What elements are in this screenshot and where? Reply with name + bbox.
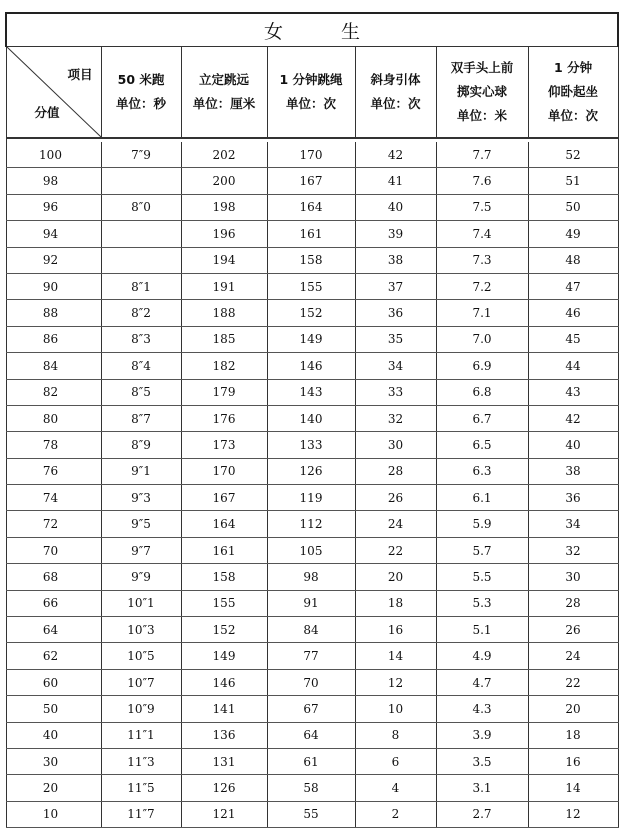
value-cell: 9″3 [101,485,181,511]
table-row [6,537,618,563]
value-cell: 36 [528,485,618,511]
value-cell: 136 [181,722,267,748]
value-cell: 141 [181,696,267,722]
value-cell: 149 [267,326,355,352]
value-cell: 32 [528,537,618,563]
value-cell: 36 [355,300,436,326]
score-cell: 86 [6,326,101,352]
value-cell: 176 [181,405,267,431]
score-cell: 40 [6,722,101,748]
value-cell: 155 [267,273,355,299]
value-cell: 8″1 [101,273,181,299]
score-cell: 50 [6,696,101,722]
score-cell: 66 [6,590,101,616]
value-cell: 49 [528,221,618,247]
table-row [6,564,618,590]
value-cell: 33 [355,379,436,405]
value-cell: 46 [528,300,618,326]
value-cell: 185 [181,326,267,352]
value-cell: 42 [355,142,436,168]
value-cell: 200 [181,168,267,194]
value-cell: 161 [267,221,355,247]
value-cell: 9″9 [101,564,181,590]
value-cell: 51 [528,168,618,194]
column-header-incline-pullup [355,47,436,139]
value-cell: 98 [267,564,355,590]
column-header-situps [528,47,618,139]
scoring-table [5,12,619,828]
table-row [6,775,618,801]
value-cell: 10″5 [101,643,181,669]
value-cell: 196 [181,221,267,247]
value-cell: 10″9 [101,696,181,722]
value-cell: 84 [267,617,355,643]
value-cell: 158 [267,247,355,273]
table-row [6,432,618,458]
value-cell: 91 [267,590,355,616]
value-cell: 61 [267,748,355,774]
value-cell: 26 [528,617,618,643]
value-cell: 35 [355,326,436,352]
value-cell: 8″4 [101,353,181,379]
value-cell: 14 [355,643,436,669]
value-cell: 30 [528,564,618,590]
score-cell: 82 [6,379,101,405]
value-cell: 8 [355,722,436,748]
value-cell: 8″3 [101,326,181,352]
value-cell: 170 [181,458,267,484]
score-cell: 20 [6,775,101,801]
value-cell: 5.7 [436,537,528,563]
value-cell: 24 [355,511,436,537]
value-cell: 7.1 [436,300,528,326]
value-cell: 18 [355,590,436,616]
value-cell: 140 [267,405,355,431]
value-cell: 149 [181,643,267,669]
score-cell: 100 [6,142,101,168]
value-cell: 28 [355,458,436,484]
column-header-line: 仰卧起坐 [548,84,599,99]
value-cell: 6.7 [436,405,528,431]
value-cell: 182 [181,353,267,379]
value-cell: 70 [267,669,355,695]
score-cell: 78 [6,432,101,458]
value-cell: 40 [355,194,436,220]
column-header-line: 1 分钟 [554,60,593,75]
table-row [6,194,618,220]
column-header-line: 立定跳远 [198,72,249,87]
table-row [6,221,618,247]
value-cell: 5.5 [436,564,528,590]
value-cell: 167 [267,168,355,194]
score-cell: 96 [6,194,101,220]
column-header-unit: 单位：次 [370,96,421,111]
value-cell: 20 [355,564,436,590]
table-row [6,353,618,379]
value-cell: 9″5 [101,511,181,537]
value-cell: 6.5 [436,432,528,458]
value-cell: 105 [267,537,355,563]
column-header-sprint [101,47,181,139]
score-cell: 64 [6,617,101,643]
value-cell: 6.9 [436,353,528,379]
value-cell: 6.3 [436,458,528,484]
table-row [6,142,618,168]
score-cell: 90 [6,273,101,299]
value-cell: 9″7 [101,537,181,563]
value-cell: 7″9 [101,142,181,168]
table-row [6,168,618,194]
value-cell: 6.8 [436,379,528,405]
value-cell: 7.6 [436,168,528,194]
value-cell: 64 [267,722,355,748]
table-row [6,405,618,431]
table-row [6,696,618,722]
value-cell: 67 [267,696,355,722]
value-cell: 8″0 [101,194,181,220]
value-cell: 30 [355,432,436,458]
value-cell: 47 [528,273,618,299]
value-cell: 7.2 [436,273,528,299]
value-cell: 14 [528,775,618,801]
value-cell: 126 [181,775,267,801]
value-cell: 10″7 [101,669,181,695]
value-cell: 6 [355,748,436,774]
score-cell: 98 [6,168,101,194]
value-cell: 173 [181,432,267,458]
value-cell: 8″7 [101,405,181,431]
value-cell: 11″7 [101,801,181,827]
value-cell [101,247,181,273]
value-cell: 41 [355,168,436,194]
value-cell: 194 [181,247,267,273]
value-cell: 43 [528,379,618,405]
column-header-jump-rope [267,47,355,139]
table-body [6,142,618,828]
score-cell: 74 [6,485,101,511]
value-cell: 45 [528,326,618,352]
table-row [6,511,618,537]
header-corner-score-label: 分值 [34,105,60,120]
header-corner-cell [6,47,101,139]
value-cell: 126 [267,458,355,484]
value-cell: 179 [181,379,267,405]
value-cell: 7.7 [436,142,528,168]
column-header-long-jump [181,47,267,139]
column-header-line: 掷实心球 [456,84,507,99]
value-cell: 8″9 [101,432,181,458]
value-cell: 11″1 [101,722,181,748]
value-cell: 155 [181,590,267,616]
value-cell: 2.7 [436,801,528,827]
value-cell: 6.1 [436,485,528,511]
value-cell: 48 [528,247,618,273]
score-cell: 94 [6,221,101,247]
column-header-unit: 单位：秒 [115,96,166,111]
value-cell: 3.1 [436,775,528,801]
value-cell: 11″5 [101,775,181,801]
value-cell: 7.4 [436,221,528,247]
value-cell: 4.9 [436,643,528,669]
value-cell: 38 [528,458,618,484]
value-cell: 42 [528,405,618,431]
table-row [6,247,618,273]
value-cell: 167 [181,485,267,511]
column-header-line: 50 米跑 [117,72,165,87]
value-cell: 4.7 [436,669,528,695]
value-cell: 77 [267,643,355,669]
score-cell: 76 [6,458,101,484]
score-cell: 80 [6,405,101,431]
value-cell: 26 [355,485,436,511]
value-cell: 34 [355,353,436,379]
table-row [6,722,618,748]
column-header-unit: 单位：次 [548,108,599,123]
table-row [6,379,618,405]
value-cell: 32 [355,405,436,431]
value-cell: 40 [528,432,618,458]
table-row [6,458,618,484]
value-cell: 112 [267,511,355,537]
value-cell: 7.3 [436,247,528,273]
value-cell: 164 [267,194,355,220]
value-cell: 188 [181,300,267,326]
value-cell: 2 [355,801,436,827]
value-cell: 34 [528,511,618,537]
value-cell: 202 [181,142,267,168]
value-cell: 7.5 [436,194,528,220]
value-cell: 146 [267,353,355,379]
value-cell [101,168,181,194]
value-cell: 10 [355,696,436,722]
column-header-line: 双手头上前 [450,60,514,75]
value-cell: 9″1 [101,458,181,484]
table-row [6,485,618,511]
score-cell: 62 [6,643,101,669]
score-cell: 70 [6,537,101,563]
value-cell: 5.1 [436,617,528,643]
value-cell: 3.5 [436,748,528,774]
value-cell: 191 [181,273,267,299]
table-row [6,617,618,643]
table-row [6,273,618,299]
column-header-unit: 单位：米 [456,108,507,123]
column-header-unit: 单位：次 [285,96,336,111]
value-cell: 146 [181,669,267,695]
value-cell: 8″5 [101,379,181,405]
value-cell: 121 [181,801,267,827]
value-cell: 8″2 [101,300,181,326]
value-cell: 152 [267,300,355,326]
value-cell: 39 [355,221,436,247]
value-cell: 131 [181,748,267,774]
value-cell: 16 [528,748,618,774]
value-cell: 4 [355,775,436,801]
value-cell: 4.3 [436,696,528,722]
column-header-unit: 单位：厘米 [192,96,256,111]
value-cell: 5.9 [436,511,528,537]
value-cell: 5.3 [436,590,528,616]
table-row [6,326,618,352]
value-cell: 7.0 [436,326,528,352]
table-title: 女 生 [6,13,618,47]
value-cell: 12 [528,801,618,827]
value-cell: 164 [181,511,267,537]
value-cell: 10″3 [101,617,181,643]
column-header-medicine-ball [436,47,528,139]
value-cell: 20 [528,696,618,722]
table-row [6,669,618,695]
value-cell: 18 [528,722,618,748]
value-cell: 143 [267,379,355,405]
value-cell: 52 [528,142,618,168]
value-cell: 44 [528,353,618,379]
header-corner-item-label: 项目 [67,67,93,82]
value-cell: 198 [181,194,267,220]
table-row [6,590,618,616]
table-row [6,801,618,827]
score-cell: 30 [6,748,101,774]
value-cell: 22 [528,669,618,695]
value-cell: 3.9 [436,722,528,748]
value-cell: 11″3 [101,748,181,774]
value-cell: 119 [267,485,355,511]
value-cell: 38 [355,247,436,273]
value-cell [101,221,181,247]
value-cell: 58 [267,775,355,801]
value-cell: 161 [181,537,267,563]
value-cell: 16 [355,617,436,643]
value-cell: 12 [355,669,436,695]
score-cell: 84 [6,353,101,379]
value-cell: 152 [181,617,267,643]
column-header-line: 1 分钟跳绳 [279,72,343,87]
column-header-line: 斜身引体 [370,72,421,87]
value-cell: 24 [528,643,618,669]
value-cell: 22 [355,537,436,563]
score-cell: 10 [6,801,101,827]
value-cell: 158 [181,564,267,590]
score-cell: 88 [6,300,101,326]
value-cell: 133 [267,432,355,458]
scoring-table-container [5,12,617,828]
value-cell: 10″1 [101,590,181,616]
score-cell: 68 [6,564,101,590]
table-row [6,748,618,774]
score-cell: 92 [6,247,101,273]
value-cell: 55 [267,801,355,827]
score-cell: 60 [6,669,101,695]
table-row [6,643,618,669]
value-cell: 50 [528,194,618,220]
value-cell: 28 [528,590,618,616]
score-cell: 72 [6,511,101,537]
value-cell: 170 [267,142,355,168]
value-cell: 37 [355,273,436,299]
table-row [6,300,618,326]
